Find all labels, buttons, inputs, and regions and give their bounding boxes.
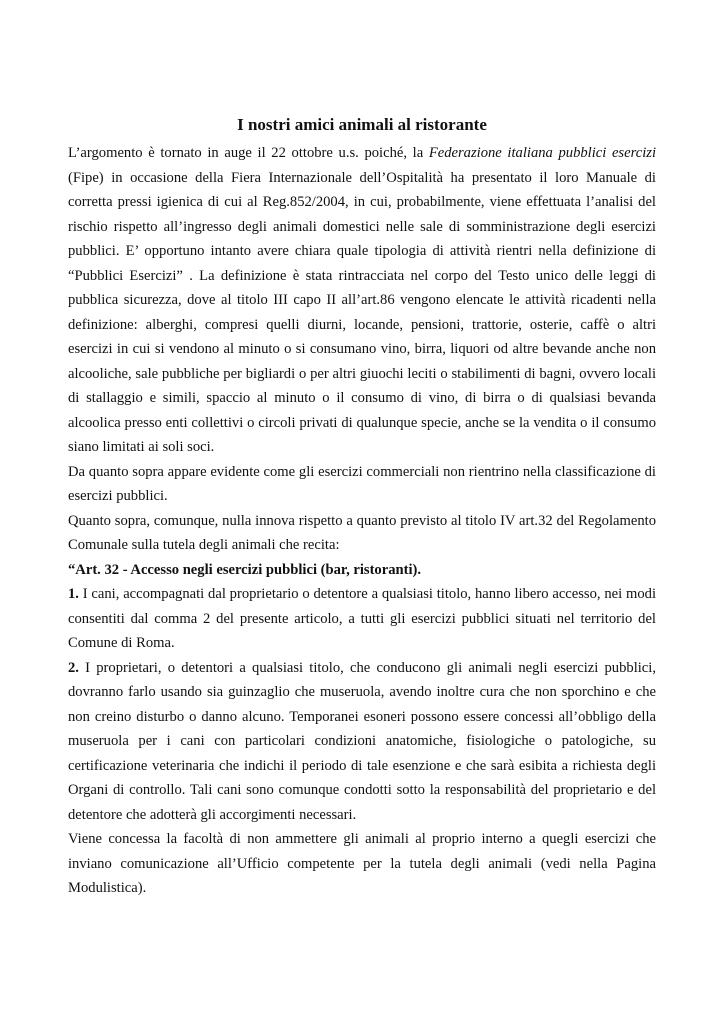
- regulation-reference-paragraph: Quanto sopra, comunque, nulla innova rispetto a quanto previsto al titolo IV art.32 del Regolamento Comunale sulla tutela degli animali che recita:: [68, 512, 656, 553]
- closing-paragraph: Viene concessa la facoltà di non ammettere gli animali al proprio interno a quegli esercizi che inviano comunicazione all’Ufficio competente per la tutela degli animali (vedi nella Pagina Modulistica).: [68, 831, 656, 896]
- document-page: [68, 113, 656, 901]
- clause-1-text: I cani, accompagnati dal proprietario o detentore a qualsiasi titolo, hanno libero accesso, nei modi consentiti dal comma 2 del presente articolo, a tutti gli esercizi pubblici situati nel territorio del Comune di Roma.: [68, 586, 656, 651]
- document-title: I nostri amici animali al ristorante: [237, 115, 487, 134]
- clause-2: [68, 656, 656, 828]
- article-title: “Art. 32 - Accesso negli esercizi pubblici (bar, ristoranti).: [68, 561, 422, 578]
- intro-text-before: L’argomento è tornato in auge il 22 ottobre u.s. poiché, la: [68, 145, 429, 161]
- clause-2-text: I proprietari, o detentori a qualsiasi titolo, che conducono gli animali negli esercizi pubblici, dovranno farlo usando sia guinzaglio che museruola, avendo inoltre cura che non sporchino e che non creino disturbo o danno alcuno. Temporanei esoneri possono essere concessi all’obbligo della museruola per i cani con particolari condizioni anatomiche, fisiologiche o patologiche, su certificazione veterinaria che indichi il periodo di tale esenzione e che sarà esibita a richiesta degli Organi di controllo. Tali cani sono comunque condotti sotto la responsabilità del proprietario e del detentore che adotterà gli accorgimenti necessari.: [68, 659, 656, 823]
- clause-1-number: 1.: [68, 586, 79, 602]
- clause-2-number: 2.: [68, 659, 79, 676]
- intro-text-after: (Fipe) in occasione della Fiera Internazionale dell’Ospitalità ha presentato il loro Manuale di corretta pressi igienica di cui al Reg.852/2004, in cui, probabilmente, viene effettuata l’analisi del rischio rispetto all’ingresso degli animali domestici nelle sale di somministrazione degli esercizi pubblici. E’ opportuno intanto avere chiara quale tipologia di attività rientri nella definizione di “Pubblici Esercizi” . La definizione è stata rintracciata nel corpo del Testo unico delle leggi di pubblica sicurezza, dove al titolo III capo II all’art.86 vengono elencate le attività ricadenti nella definizione: alberghi, compresi quelli diurni, locande, pensioni, trattorie, osterie, caffè o altri esercizi in cui si vendono al minuto o si consumano vino, birra, liquori od altre bevande anche non alcooliche, sale pubbliche per bigliardi o per altri giuochi leciti o stabilimenti di bagni, ovvero locali di stallaggio e simili, spaccio al minuto o il consumo di vino, di birra o di qualsiasi bevanda alcoolica presso enti collettivi o circoli privati di qualunque specie, anche se la vendita o il consumo siano limitati ai soli soci.: [68, 169, 656, 455]
- intro-paragraph: [68, 141, 656, 460]
- intro-italic-organization: Federazione italiana pubblici esercizi: [428, 145, 656, 161]
- conclusion-paragraph: Da quanto sopra appare evidente come gli esercizi commerciali non rientrino nella classificazione di esercizi pubblici.: [68, 463, 656, 504]
- clause-1: [68, 582, 656, 656]
